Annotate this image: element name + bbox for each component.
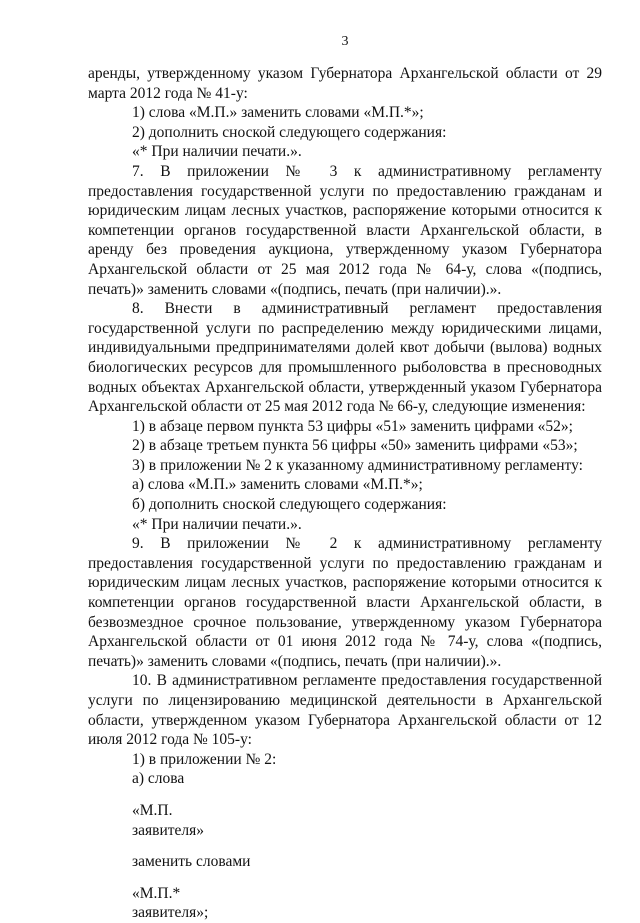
list-item: 3) в приложении № 2 к указанному административному регламенту:: [132, 456, 583, 474]
paragraph: заменить словами: [132, 853, 251, 871]
paragraph: 8. Внести в административный регламент предоставления государственной услуги по распределению между юридическими лицами, индивидуальными предпринимателями долей квот добычи (вылова) водных биологических ресурсов для промышленного рыболовства в пресноводных водных объектах Архангельской области, утвержденный указом Губернатора Архангельской области от 25 мая 2012 года № 66-у, следующие изменения:: [88, 300, 602, 416]
quoted-text: «М.П.*: [132, 884, 181, 902]
quoted-text: заявителя»: [132, 821, 205, 839]
quoted-text: заявителя»;: [132, 904, 209, 922]
paragraph: 7. В приложении № 3 к административному регламенту предоставления государственной услуги по предоставлению гражданам и юридическим лицам лесных участков, распоряжение которыми относится к компетенции органов государственной власти Архангельской области, в аренду без проведения аукциона, утвержденному указом Губернатора Архангельской области от 25 мая 2012 года № 64-у, слова «(подпись, печать)» заменить словами «(подпись, печать (при наличии).».: [88, 162, 602, 298]
list-item: а) слова: [132, 770, 185, 788]
list-item: б) дополнить сноской следующего содержания:: [132, 496, 447, 514]
list-item: 2) в абзаце третьем пункта 56 цифры «50» заменить цифрами «53»;: [132, 437, 578, 455]
paragraph: 10. В административном регламенте предоставления государственной услуги по лицензированию медицинской деятельности в Архангельской области, утвержденном указом Губернатора Архангельской области от 12 июля 2012 года № 105-у:: [88, 672, 602, 749]
list-item: 1) слова «М.П.» заменить словами «М.П.*»;: [132, 104, 424, 122]
list-item: а) слова «М.П.» заменить словами «М.П.*»;: [132, 476, 423, 494]
paragraph: аренды, утвержденному указом Губернатора Архангельской области от 29 марта 2012 года № 41-у:: [88, 65, 602, 102]
list-item: 1) в приложении № 2:: [132, 750, 277, 768]
quoted-text: «М.П.: [132, 801, 173, 819]
page-number: 3: [341, 34, 349, 49]
paragraph: 9. В приложении № 2 к административному регламенту предоставления государственной услуги по предоставлению гражданам и юридическим лицам лесных участков, распоряжение которыми относится к компетенции органов государственной власти Архангельской области, в безвозмездное срочное пользование, утвержденному указом Губернатора Архангельской области от 01 июня 2012 года № 74-у, слова «(подпись, печать)» заменить словами «(подпись, печать (при наличии).».: [88, 535, 602, 670]
footnote-text: «* При наличии печати.».: [132, 515, 302, 533]
list-item: 1) в абзаце первом пункта 53 цифры «51» заменить цифрами «52»;: [132, 417, 573, 435]
footnote-text: «* При наличии печати.».: [132, 143, 302, 161]
list-item: 2) дополнить сноской следующего содержания:: [132, 123, 447, 141]
